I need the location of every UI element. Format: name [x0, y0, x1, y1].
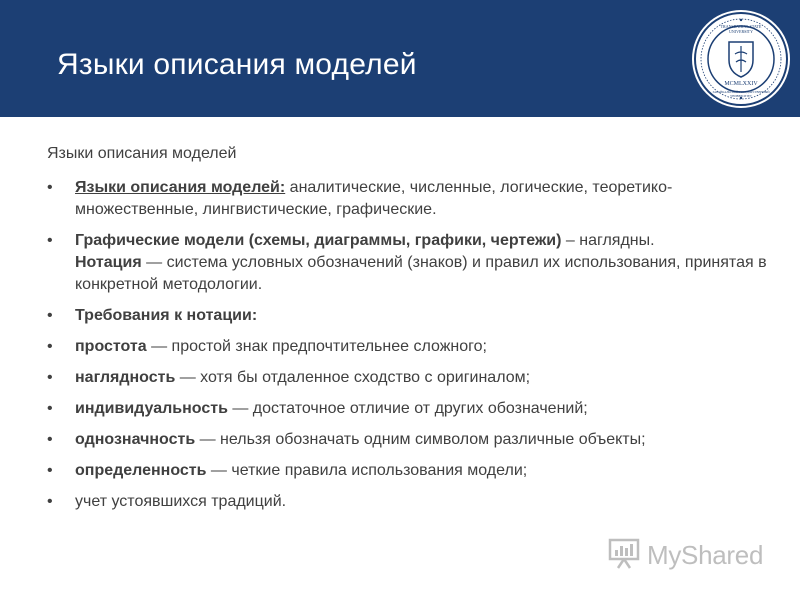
item-label: наглядность: [75, 369, 176, 386]
item-label: индивидуальность: [75, 400, 228, 417]
seal-ring-text-top: TRANSBAIKAL STATE UNIVERSITY: [720, 24, 762, 34]
item-text: — четкие правила использования модели;: [206, 462, 528, 479]
item-label: однозначность: [75, 431, 196, 448]
slide-content: [47, 145, 767, 522]
seal-ring-text-bottom: ЗАБАЙКАЛЬСКИЙ ГОСУДАРСТВЕННЫЙ УНИВЕРСИТЕТ: [712, 90, 770, 98]
watermark: [607, 537, 763, 574]
item-text: — нельзя обозначать одним символом различные объекты;: [195, 431, 646, 448]
page-title: Языки описания моделей: [57, 48, 417, 81]
item-text: учет устоявшихся традиций.: [75, 493, 287, 510]
item-text: — достаточное отличие от других обозначений;: [227, 400, 588, 417]
list-item: [47, 230, 767, 296]
bullet-list: [47, 177, 767, 513]
list-item: [47, 491, 767, 513]
item-text: аналитические, численные, логические, теоретико-множественные, лингвистические, графические.: [75, 179, 673, 218]
item-label: Требования к нотации:: [75, 307, 258, 324]
watermark-text: MyShared: [647, 540, 764, 570]
item-label: определенность: [75, 462, 207, 479]
list-item: [47, 398, 767, 420]
list-item: [47, 367, 767, 389]
list-item: [47, 336, 767, 358]
item-label-notation: Нотация: [75, 254, 142, 271]
item-text-notation: — система условных обозначений (знаков) и правил их использования, принятая в конкретной методологии.: [75, 254, 767, 293]
item-label: Языки описания моделей:: [75, 179, 286, 196]
item-label: простота: [75, 338, 147, 355]
seal-year: MCMLXXIV: [724, 81, 758, 87]
presentation-board-icon: [607, 537, 641, 574]
list-item: [47, 177, 767, 221]
item-text: – наглядны.: [561, 232, 655, 249]
list-item: [47, 305, 767, 327]
item-text: — хотя бы отдаленное сходство с оригиналом;: [175, 369, 531, 386]
list-item: [47, 429, 767, 451]
item-text: — простой знак предпочтительнее сложного;: [146, 338, 487, 355]
lead-text: Языки описания моделей: [47, 145, 237, 162]
list-item: [47, 460, 767, 482]
university-seal-icon: [692, 10, 790, 108]
item-label: Графические модели (схемы, диаграммы, графики, чертежи): [75, 232, 562, 249]
header-bar: [0, 0, 800, 117]
